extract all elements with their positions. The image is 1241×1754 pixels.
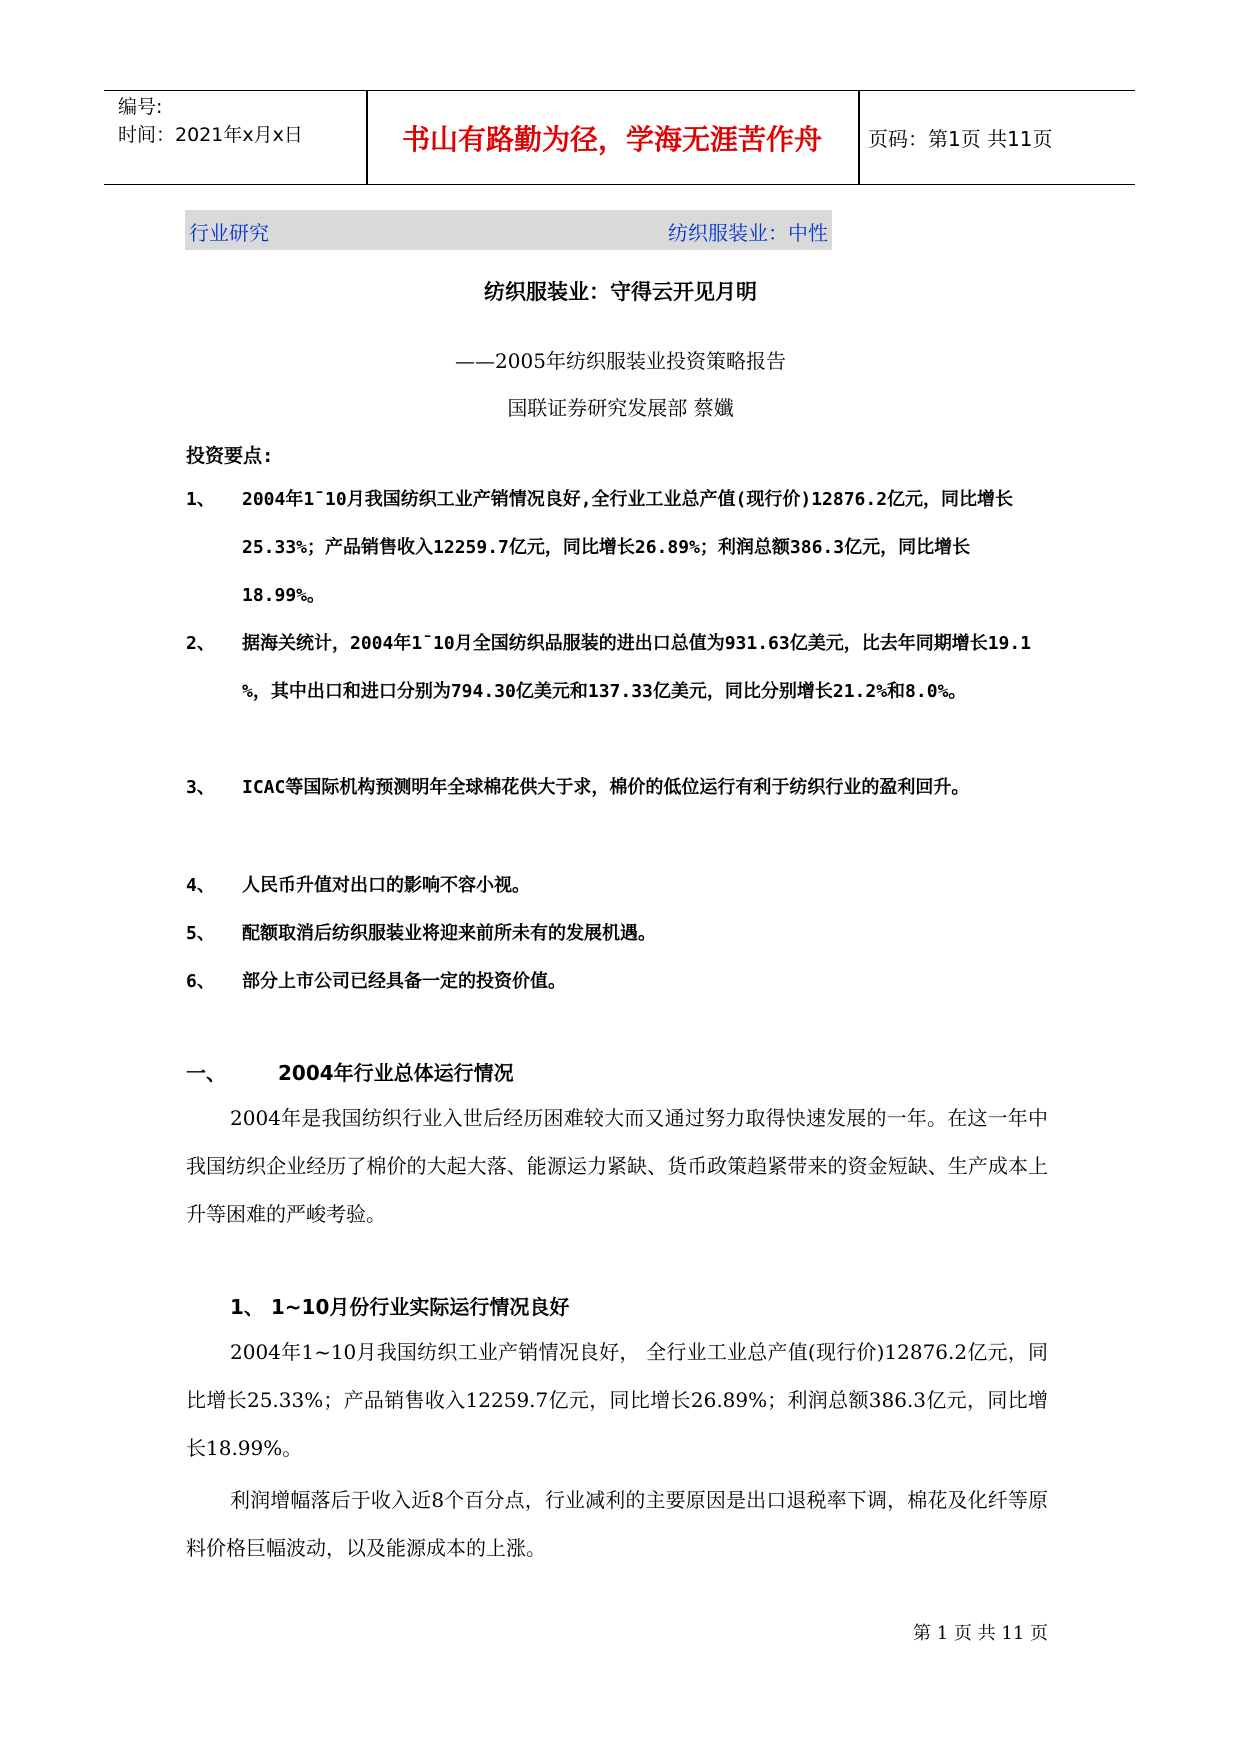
category-label: 行业研究	[189, 221, 269, 245]
key-point-number: 3、	[186, 777, 215, 798]
key-point-number: 2、	[186, 633, 215, 654]
page-footer: 第 1 页 共 11 页	[913, 1623, 1048, 1644]
subsection-heading: 1、 1~10月份行业实际运行情况良好	[230, 1295, 570, 1319]
key-point-text: 部分上市公司已经具备一定的投资价值。	[242, 971, 566, 992]
key-point-number: 4、	[186, 875, 215, 896]
serial-label: 编号:	[118, 96, 163, 118]
key-point-text: 据海关统计，2004年1¯10月全国纺织品服装的进出口总值为931.63亿美元，比去年同期增长19.1 %，其中出口和进口分别为794.30亿美元和137.33亿美元，同比分别增长21.2%和8.0%。	[242, 633, 1032, 702]
report-title: 纺织服装业：守得云开见月明	[484, 280, 757, 304]
key-point-text: ICAC等国际机构预测明年全球棉花供大于求，棉价的低位运行有利于纺织行业的盈利回升。	[242, 777, 970, 798]
key-point-number: 5、	[186, 923, 215, 944]
category-band	[185, 210, 832, 250]
header-meta	[118, 93, 303, 149]
key-point-text: 配额取消后纺织服装业将迎来前所未有的发展机遇。	[242, 923, 656, 944]
key-point-item	[186, 764, 1048, 812]
section-paragraph: 2004年是我国纺织行业入世后经历困难较大而又通过努力取得快速发展的一年。在这一年中我国纺织企业经历了棉价的大起大落、能源运力紧缺、货币政策趋紧带来的资金短缺、生产成本上升等困难的严峻考验。	[186, 1106, 1048, 1226]
section-number: 一、	[186, 1061, 226, 1085]
key-point-item	[186, 958, 1048, 1006]
key-point-number: 1、	[186, 489, 215, 510]
key-point-number: 6、	[186, 971, 215, 992]
key-point-item	[186, 476, 1048, 620]
key-point-item	[186, 910, 1048, 958]
section-title: 2004年行业总体运行情况	[278, 1061, 514, 1085]
page-header	[104, 90, 1135, 185]
header-motto: 书山有路勤为径，学海无涯苦作舟	[401, 122, 822, 156]
key-point-text: 2004年1¯10月我国纺织工业产销情况良好,全行业工业总产值(现行价)12876.2亿元，同比增长25.33%；产品销售收入12259.7亿元，同比增长26.89%；利润总额386.3亿元，同比增长18.99%。	[242, 489, 1014, 606]
time-label: 时间：2021年x月x日	[118, 124, 303, 146]
report-subtitle: ——2005年纺织服装业投资策略报告	[455, 349, 786, 373]
key-points-heading: 投资要点:	[186, 445, 274, 467]
header-divider	[858, 91, 860, 184]
section-heading	[186, 1057, 514, 1086]
subsection-paragraph: 2004年1~10月我国纺织工业产销情况良好， 全行业工业总产值(现行价)12876.2亿元，同比增长25.33%；产品销售收入12259.7亿元，同比增长26.89%；利润总额386.3亿元，同比增长18.99%。	[186, 1340, 1048, 1460]
report-author: 国联证券研究发展部 蔡孅	[507, 396, 734, 420]
key-point-item	[186, 862, 1048, 910]
key-point-item	[186, 620, 1048, 716]
rating-label: 纺织服装业：中性	[668, 221, 828, 245]
header-page-number: 页码：第1页 共11页	[868, 127, 1053, 151]
key-point-text: 人民币升值对出口的影响不容小视。	[242, 875, 530, 896]
subsection-paragraph: 利润增幅落后于收入近8个百分点，行业减利的主要原因是出口退税率下调，棉花及化纤等原料价格巨幅波动，以及能源成本的上涨。	[186, 1488, 1048, 1560]
